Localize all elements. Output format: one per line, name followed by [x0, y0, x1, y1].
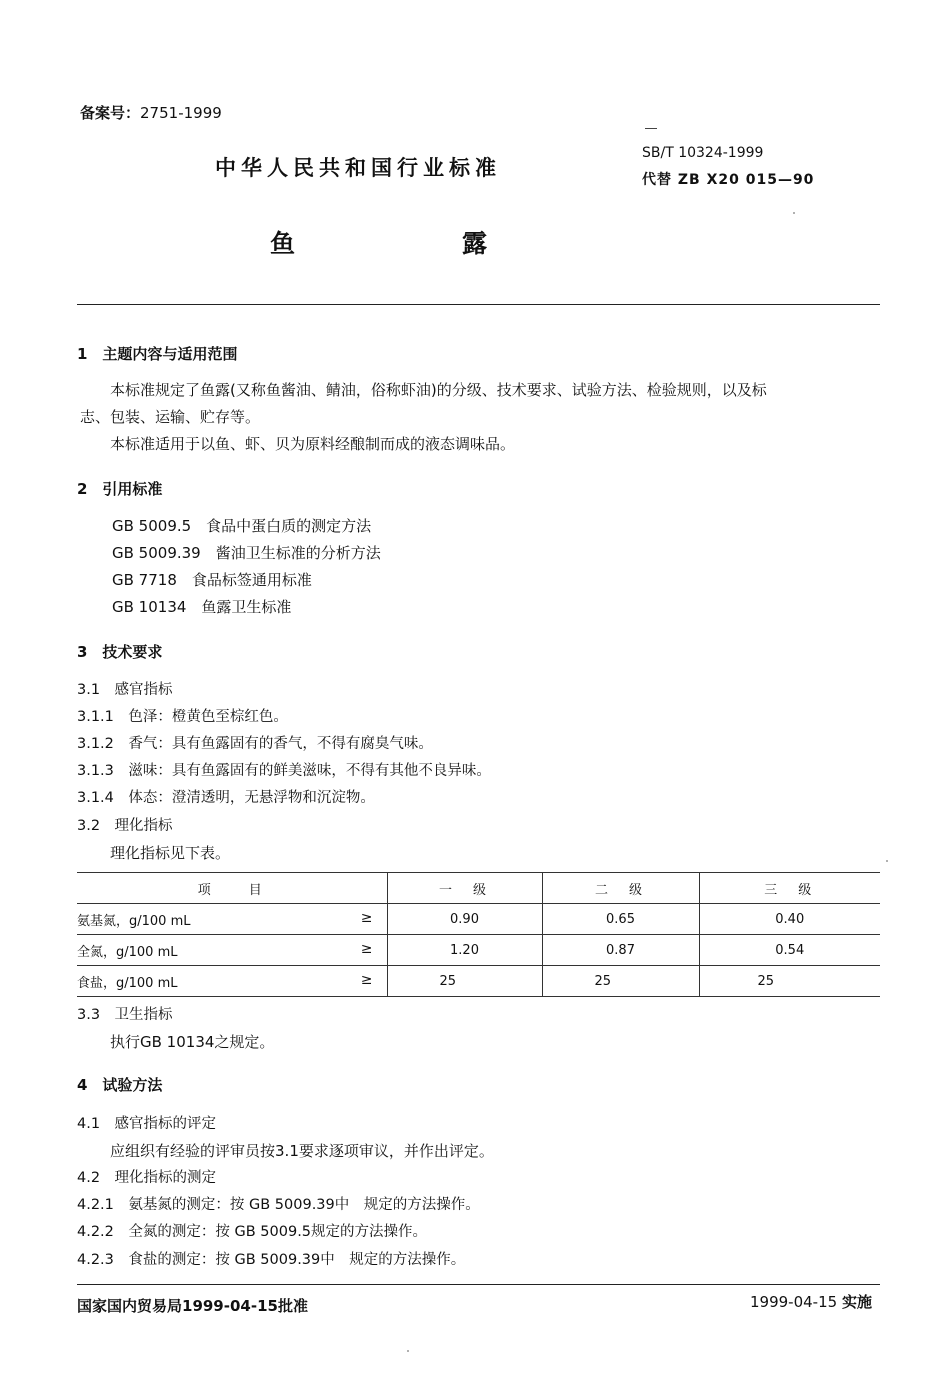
operator-symbol: ≥ — [360, 941, 373, 957]
header-rule — [77, 304, 880, 305]
reference-3: GB 7718 食品标签通用标准 — [112, 571, 312, 589]
item-label: 食盐，g/100 mL — [77, 975, 178, 991]
table-cell-grade-1: 0.90 — [387, 904, 542, 935]
effective-date-value: 1999-04-15 — [750, 1293, 838, 1311]
table-cell-item — [77, 904, 387, 935]
table-cell-grade-3: 25 — [699, 966, 880, 997]
reference-4: GB 10134 鱼露卫生标准 — [112, 598, 292, 616]
table-cell-grade-2: 0.65 — [542, 904, 699, 935]
section-3-heading: 3 技术要求 — [77, 643, 163, 661]
scan-speck — [793, 212, 795, 214]
table-row — [77, 935, 880, 966]
scan-speck — [886, 860, 888, 862]
effective-date — [750, 1291, 872, 1312]
issuer-approval: 国家国内贸易局1999-04-15批准 — [77, 1297, 308, 1315]
reference-1: GB 5009.5 食品中蛋白质的测定方法 — [112, 517, 372, 535]
table-header-grade-1: 一 级 — [387, 873, 542, 904]
section-3-2-text: 理化指标见下表。 — [110, 844, 231, 862]
reference-2: GB 5009.39 酱油卫生标准的分析方法 — [112, 544, 381, 562]
section-3-1-4: 3.1.4 体态：澄清透明，无悬浮物和沉淀物。 — [77, 790, 375, 806]
section-3-3-text: 执行GB 10134之规定。 — [110, 1033, 275, 1051]
section-4-2: 4.2 理化指标的测定 — [77, 1170, 217, 1186]
section-4-heading: 4 试验方法 — [77, 1076, 163, 1094]
table-header-row — [77, 873, 880, 904]
document-title-char-2: 露 — [462, 229, 488, 258]
table-header-grade-2: 二 级 — [542, 873, 699, 904]
table-row — [77, 966, 880, 997]
section-3-1-3: 3.1.3 滋味：具有鱼露固有的鲜美滋味，不得有其他不良异味。 — [77, 763, 491, 779]
section-4-1: 4.1 感官指标的评定 — [77, 1116, 217, 1132]
section-3-1-2: 3.1.2 香气：具有鱼露固有的香气，不得有腐臭气味。 — [77, 736, 433, 752]
table-cell-grade-3: 0.40 — [699, 904, 880, 935]
table-cell-item — [77, 935, 387, 966]
section-2-heading: 2 引用标准 — [77, 480, 163, 498]
registration-value: 2751-1999 — [140, 104, 222, 122]
standard-category: 中华人民共和国行业标准 — [215, 156, 501, 180]
item-label: 氨基氮，g/100 mL — [77, 913, 191, 929]
physicochemical-table — [77, 872, 880, 997]
registration-number — [80, 102, 222, 123]
operator-symbol: ≥ — [360, 972, 373, 988]
table-cell-grade-2: 0.87 — [542, 935, 699, 966]
table-cell-grade-3: 0.54 — [699, 935, 880, 966]
section-4-2-3: 4.2.3 食盐的测定：按 GB 5009.39中 规定的方法操作。 — [77, 1252, 466, 1268]
table-cell-grade-1: 25 — [387, 966, 542, 997]
section-4-1-text: 应组织有经验的评审员按3.1要求逐项审议，并作出评定。 — [110, 1142, 494, 1160]
section-1-para-1-line-2: 志、包装、运输、贮存等。 — [80, 408, 261, 426]
scan-speck — [407, 1350, 409, 1352]
footer-rule — [77, 1284, 880, 1285]
table-cell-item — [77, 966, 387, 997]
section-3-3: 3.3 卫生指标 — [77, 1007, 173, 1023]
section-1-para-2: 本标准适用于以鱼、虾、贝为原料经酿制而成的液态调味品。 — [110, 435, 516, 453]
section-4-2-1: 4.2.1 氨基氮的测定：按 GB 5009.39中 规定的方法操作。 — [77, 1197, 480, 1213]
registration-label: 备案号： — [80, 104, 141, 122]
section-1-para-1-line-1: 本标准规定了鱼露(又称鱼酱油、鲭油，俗称虾油)的分级、技术要求、试验方法、检验规则，以及标 — [110, 381, 767, 399]
section-3-1: 3.1 感官指标 — [77, 682, 173, 698]
replaces-code: 代替 ZB X20 015—90 — [642, 172, 815, 188]
section-4-2-2: 4.2.2 全氮的测定：按 GB 5009.5规定的方法操作。 — [77, 1224, 428, 1240]
table-row — [77, 904, 880, 935]
section-3-2: 3.2 理化指标 — [77, 818, 173, 834]
table-cell-grade-2: 25 — [542, 966, 699, 997]
standard-code: SB/T 10324-1999 — [642, 145, 764, 161]
operator-symbol: ≥ — [360, 910, 373, 926]
section-1-heading: 1 主题内容与适用范围 — [77, 345, 238, 363]
table-cell-grade-1: 1.20 — [387, 935, 542, 966]
table-header-grade-3: 三 级 — [699, 873, 880, 904]
document-title-char-1: 鱼 — [270, 229, 296, 258]
section-3-1-1: 3.1.1 色泽：橙黄色至棕红色。 — [77, 709, 288, 725]
item-label: 全氮，g/100 mL — [77, 944, 178, 960]
code-mark — [645, 128, 657, 129]
table-header-item: 项 目 — [77, 873, 387, 904]
effective-label: 实施 — [841, 1293, 872, 1311]
